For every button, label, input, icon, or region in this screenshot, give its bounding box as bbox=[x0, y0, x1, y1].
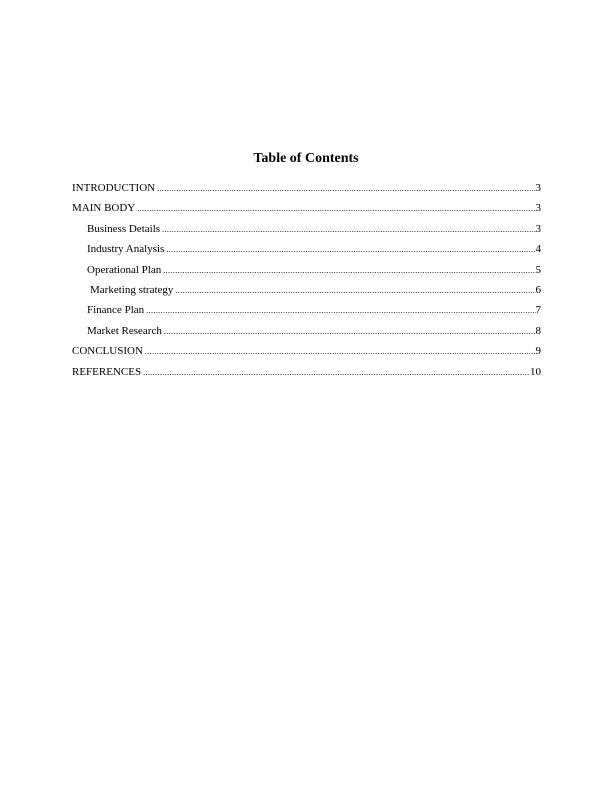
toc-entry-page: 3 bbox=[535, 182, 541, 194]
toc-entry-page: 3 bbox=[535, 202, 541, 215]
toc-list bbox=[72, 181, 541, 385]
toc-entry-label: REFERENCES bbox=[72, 365, 142, 378]
toc-title: Table of Contents bbox=[253, 151, 359, 166]
toc-dot-leader bbox=[157, 182, 535, 195]
toc-dot-leader bbox=[137, 202, 535, 215]
toc-entry-page: 10 bbox=[530, 365, 541, 378]
toc-entry-label: Business Details bbox=[87, 222, 161, 235]
toc-entry-introduction[interactable] bbox=[72, 181, 541, 195]
toc-dot-leader bbox=[166, 243, 535, 256]
toc-entry-page: 7 bbox=[535, 304, 541, 317]
toc-entry-label: Industry Analysis bbox=[87, 243, 165, 256]
toc-entry-operational-plan[interactable] bbox=[72, 263, 541, 277]
toc-entry-marketing-strategy[interactable] bbox=[72, 283, 541, 297]
toc-entry-label: INTRODUCTION bbox=[72, 182, 156, 194]
toc-dot-leader bbox=[143, 366, 530, 379]
toc-dot-leader bbox=[164, 325, 536, 338]
toc-dot-leader bbox=[146, 304, 535, 317]
toc-entry-label: Operational Plan bbox=[87, 263, 162, 276]
toc-dot-leader bbox=[145, 345, 536, 358]
toc-entry-finance-plan[interactable] bbox=[72, 303, 541, 317]
toc-entry-industry-analysis[interactable] bbox=[72, 242, 541, 256]
toc-entry-references[interactable] bbox=[72, 365, 541, 379]
toc-entry-label: Finance Plan bbox=[87, 304, 145, 317]
toc-entry-page: 8 bbox=[535, 324, 541, 337]
toc-entry-page: 5 bbox=[535, 263, 541, 276]
toc-dot-leader bbox=[175, 284, 535, 297]
toc-entry-business-details[interactable] bbox=[72, 222, 541, 236]
toc-entry-page: 6 bbox=[535, 283, 541, 296]
toc-entry-conclusion[interactable] bbox=[72, 344, 541, 358]
toc-dot-leader bbox=[163, 264, 535, 277]
toc-entry-main-body[interactable] bbox=[72, 201, 541, 215]
toc-entry-label: Marketing strategy bbox=[90, 283, 174, 296]
toc-entry-label: MAIN BODY bbox=[72, 202, 136, 215]
toc-entry-page: 9 bbox=[535, 345, 541, 358]
toc-entry-label: Market Research bbox=[87, 324, 162, 337]
toc-dot-leader bbox=[162, 223, 535, 236]
toc-entry-page: 3 bbox=[535, 222, 541, 235]
toc-entry-label: CONCLUSION bbox=[72, 345, 143, 358]
toc-entry-page: 4 bbox=[535, 243, 541, 256]
toc-entry-market-research[interactable] bbox=[72, 324, 541, 338]
